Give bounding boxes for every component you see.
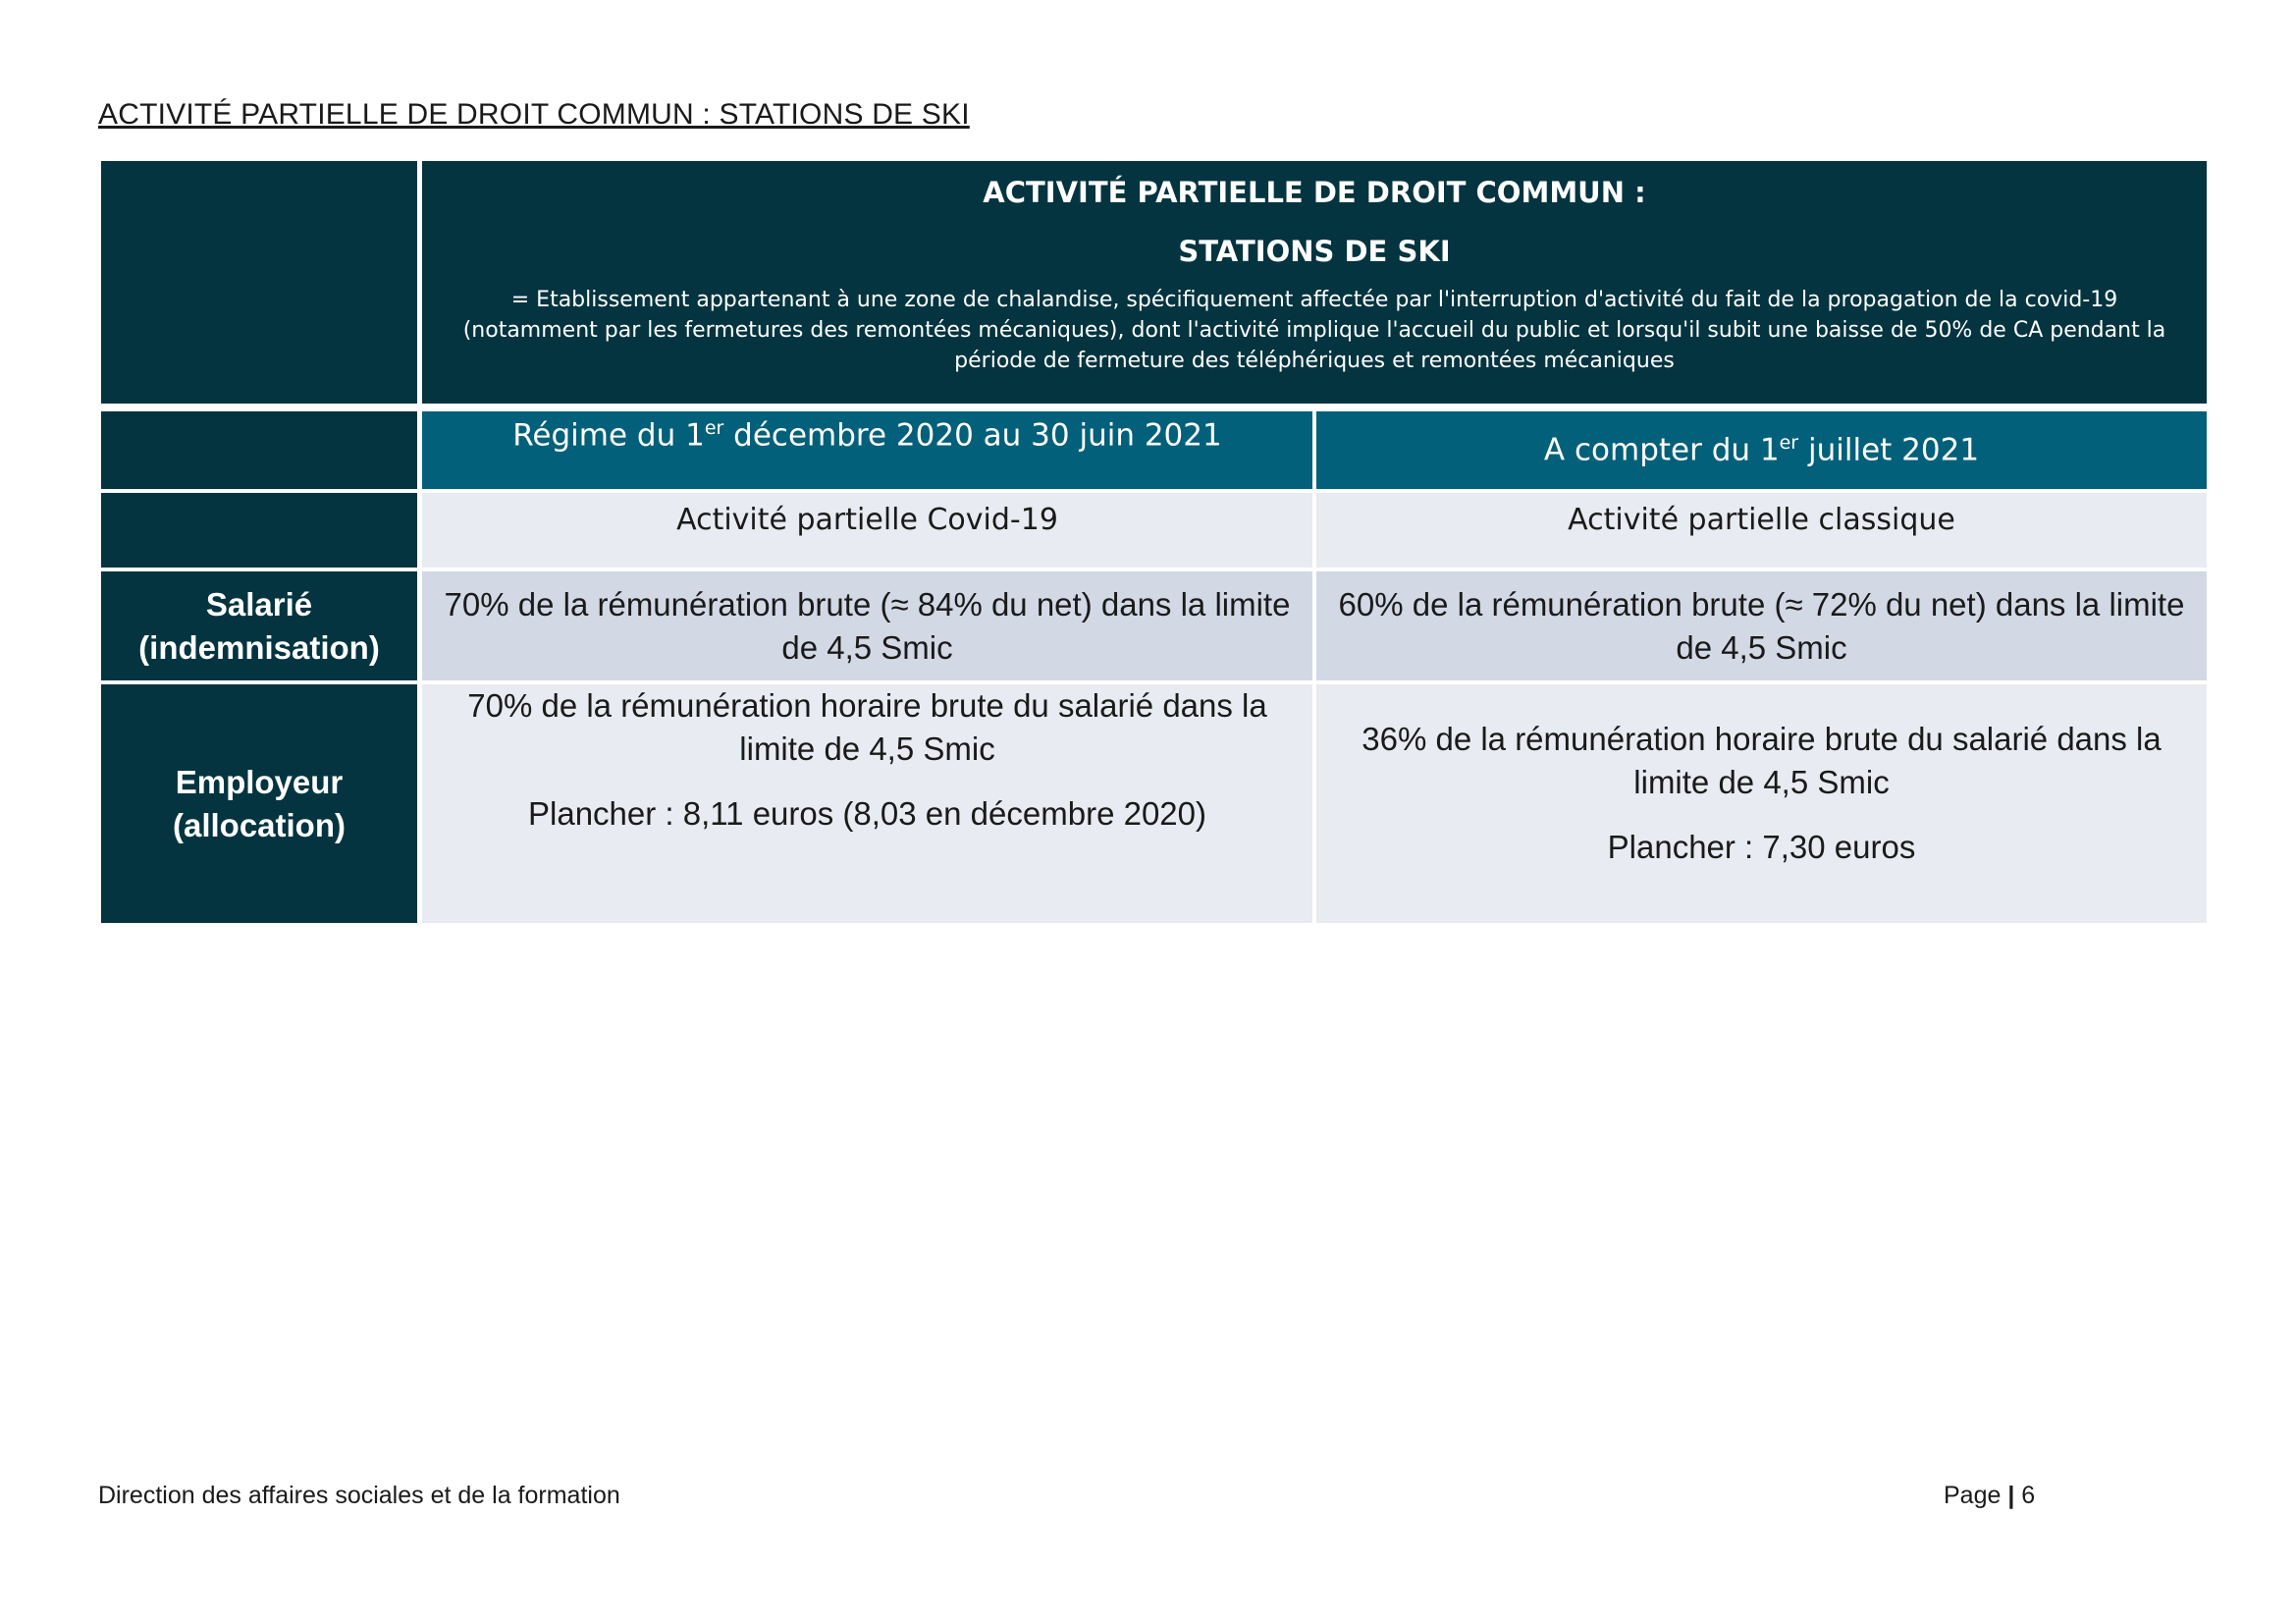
footer-page-value: 6 <box>2021 1482 2036 1509</box>
column-heading-2-prefix: A compter du 1 <box>1543 432 1780 468</box>
subheading-1-text: Activité partielle Covid-19 <box>676 503 1058 537</box>
header-corner-cell <box>101 161 417 404</box>
footer-page-label: Page <box>1944 1482 2002 1509</box>
column-heading-1 <box>422 411 1312 489</box>
column-heading-2 <box>1316 411 2207 489</box>
header-line-2: STATIONS DE SKI <box>1178 235 1451 268</box>
employeur-col1 <box>422 684 1312 923</box>
subhead-corner-cell <box>101 493 417 568</box>
footer-page-number <box>1944 1482 2035 1510</box>
employeur-col1-plancher: Plancher : 8,11 euros (8,03 en décembre 2020) <box>528 795 1206 832</box>
row-label-employeur-line1: Employeur <box>175 763 344 800</box>
header-definition: = Etablissement appartenant à une zone de chalandise, spécifiquement affectée par l'interruption d'activité du fait de la propagation de la covid-19 (notamment par les fermetures des remontées mécaniques), dont l'activité implique l'accueil du public et lorsqu'il subit une baisse de 50% de CA pendant la période de fermeture des téléphériques et remontées mécaniques <box>462 288 2166 373</box>
column-heading-2-suffix: juillet 2021 <box>1798 432 1980 468</box>
column-heading-1-prefix: Régime du 1 <box>512 417 705 454</box>
employeur-col1-text: 70% de la rémunération horaire brute du salarié dans la limite de 4,5 Smic <box>467 687 1267 767</box>
employeur-col2 <box>1316 684 2207 923</box>
salarie-col1-text: 70% de la rémunération brute (≈ 84% du net) dans la limite de 4,5 Smic <box>444 585 1291 666</box>
subheading-2 <box>1316 493 2207 568</box>
header-line-1: ACTIVITÉ PARTIELLE DE DROIT COMMUN : <box>983 176 1646 209</box>
footer-separator: | <box>2007 1482 2015 1509</box>
row-label-salarie-line1: Salarié <box>205 585 313 623</box>
subheading-1 <box>422 493 1312 568</box>
page-title: ACTIVITÉ PARTIELLE DE DROIT COMMUN : STATIONS DE SKI <box>98 98 970 131</box>
column-heading-2-sup: er <box>1779 432 1799 455</box>
subheading-2-text: Activité partielle classique <box>1568 503 1955 537</box>
column-heading-1-sup: er <box>704 417 724 439</box>
employeur-col2-text: 36% de la rémunération horaire brute du salarié dans la limite de 4,5 Smic <box>1362 721 2162 800</box>
row-label-employeur <box>101 684 417 923</box>
salarie-col1 <box>422 571 1312 680</box>
column-heading-1-suffix: décembre 2020 au 30 juin 2021 <box>723 417 1222 454</box>
row-label-salarie-line2: (indemnisation) <box>138 628 380 666</box>
salarie-col2-text: 60% de la rémunération brute (≈ 72% du net) dans la limite de 4,5 Smic <box>1338 585 2185 666</box>
colhead-corner-cell <box>101 411 417 489</box>
salarie-col2 <box>1316 571 2207 680</box>
header-title-cell <box>422 161 2207 404</box>
row-label-salarie <box>101 571 417 680</box>
row-label-employeur-line2: (allocation) <box>172 806 346 843</box>
footer-department: Direction des affaires sociales et de la formation <box>98 1482 620 1509</box>
employeur-col2-plancher: Plancher : 7,30 euros <box>1607 829 1916 865</box>
